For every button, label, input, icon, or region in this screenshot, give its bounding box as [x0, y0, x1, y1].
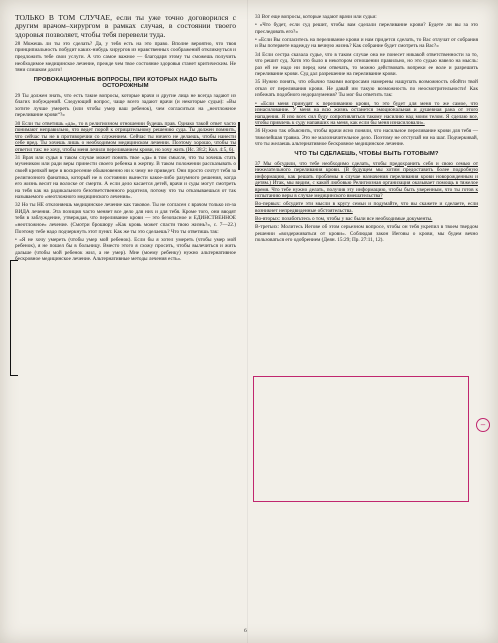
paragraph-36: 36 Нужно так объяснить, чтобы врачи ясно поняли, что насильное переливание крови для тебя — тяжелейшая травма. Это не малозначительное дело. Поэтому не отступай ни на шаг. Подчеркивай, что ты желаешь альтернативное бескровное медицинское лечение. — [255, 128, 478, 148]
section-title-be-ready: ЧТО ТЫ СДЕЛАЕШЬ, ЧТОБЫ БЫТЬ ГОТОВЫМ? — [294, 150, 439, 157]
answer-bullet-3: • «Если меня принудят к переливанию крови, то это будет для меня то же самое, что изнасилование. У меня на всю жизнь останется эмоциональная и душевная рана от этого нападения. Я изо всех сил буду сопротивляться такому насилию над моим телом. Я сделаю все, чтобы привлечь к суду напавших на меня, как если бы меня изнасиловали». — [255, 100, 478, 127]
paragraph-28: 28 Можешь ли ты это сделать? Да, у тебя есть на это право. Вполне вероятно, что твоя принципиальность побудит каких-нибудь хирургов из нравственных соображений откликнуться и предложить тебе свои услуги. А что самое важное — благодаря этому ты сможешь получить необходимое медицинское лечение, прежде чем твое состояние здоровья станет критическим. Не тяни слишком долго! — [15, 40, 236, 74]
paragraph-37-first: Во-первых: обсудите эти мысли в кругу семьи и подумайте, что вы скажете и сделаете, если возникнет непредвиденные обстоятельства. — [255, 201, 478, 214]
section-title-provocative-questions: ПРОВОКАЦИОННЫЕ ВОПРОСЫ, ПРИ КОТОРЫХ НАДО БЫТЬ ОСТОРОЖНЫМ — [33, 76, 218, 90]
margin-circle-mark: – — [476, 418, 490, 432]
paragraph-29: 29 Ты должен знать, что есть такие вопросы, которые врачи и другие лица не всегда задают из благих побуждений. Следующий вопрос, чаще всего задают врачи (и некоторые судьи): «Вы хотите лучше умереть (или чтобы умер ваш ребенок), чем согласиться на „неотложное переливание крови“?» — [15, 92, 236, 119]
paragraph-31: 31 Врач или судья в таком случае может понять твое «да» в том смысле, что ты хочешь стать мучеником или ради веры принести своего ребенка в жертву. В таком положении рассказывать о своей крепкой вере в воскресение обыкновенно ни к чему не приведет. Они просто сочтут тебя за религиозного фанатика, который не в состоянии вынести какое-либо разумного решения, когда его жизнь весит на волоске от смерти. А если дело касается детей, врачи и суды могут смотреть на тебя как на радикального безответственного родителя, потому что ты отказываешься от так называемого «неотложного медицинского лечения». — [15, 154, 236, 201]
page-number: 6 — [244, 628, 247, 634]
paragraph-32-answer: • «Я не хочу умереть (чтобы умер мой ребенок). Если бы я хотел умереть (чтобы умер мой ребенок), я не пошел бы в больницу. Вместо этого я схожу просить, чтобы вылечиться и жить дальше (чтобы мой ребенок жил, а не умер). Мне (моему ребенку) нужно альтернативное бескровное медицинское лечение. Альтернативные методы лечения есть». — [15, 236, 236, 263]
question-bullet-1: • «Что будет, если суд решит, чтобы вам сделали переливание крови? Будете ли вы за это преследовать его?» — [255, 22, 478, 35]
paragraph-37-third: В-третьих: Молитесь Иегове об этом серьезном вопросе, чтобы он тебя укрепил в твоем твердом решении «воздерживаться от крови». Соблюдая закон Иеговы о крови, мы будем вечно пользоваться его одобрением (Деян. 15:29; Пр. 27:11, 12). — [255, 224, 478, 244]
paragraph-35: 35 Нужно понять, что обычно такими вопросами намерены нащупать возможность обойти твой отказ от переливания крови. Не давай им такую возможность по неосмотрительности! Как избежать подобного недоразумения? Ты мог бы ответить так: — [255, 79, 478, 99]
left-margin-bracket — [10, 260, 18, 376]
left-column — [15, 14, 236, 264]
lead-paragraph: ТОЛЬКО В ТОМ СЛУЧАЕ, если ты уже точно договорился с другим врачом–хирургом в рамках случая, в состоянии твоего здоровья позволяет, чтобы тебя перевели туда. — [15, 13, 236, 39]
paragraph-32: 32 Но ты НЕ отклоняешь медицинское лечение как таковое. Ты не согласен с врачом только из-за ВИДА лечения. Эта позиция часто меняет все дело для них и для тебя. Кроме того, они вводят тебя в заблуждение, утверждая, что переливание крови — это безопасное и ЕДИНСТВЕННОЕ «неотложное» лечение. (Смотри брошюру «Как кровь может спасти твою жизнь?», с. 7—22.) Поэтому тебе надо подчеркнуть этот пункт. Как же ты это сделаешь? Что ты ответишь так: — [15, 202, 236, 235]
highlight-box-annotation — [253, 376, 469, 502]
right-column — [255, 14, 478, 245]
paragraph-37-second: Во-вторых: позаботьтесь о том, чтобы у вас были все необходимые документы. — [255, 216, 433, 223]
question-bullet-2: • «Если Вы согласитесь на переливание крови и нам придется сделать, то Вас отлучат от собрания и Вы потеряете надежду на вечную жизнь? Как собрание будет смотреть на Вас?» — [255, 36, 478, 50]
paragraph-34: 34 Если сестра сказала судье, что в таком случае она не понесет никакой ответственности за то, что решит суд. Хотя это было в некотором отношении правильно, но это судью навело на мысль: раз ей не надо ни перед кем отвечать, то можно действовать вопреки ее воле и разрешить переливание крови. Суд дал разрешение на переливание крови. — [255, 51, 478, 78]
margin-bar-mark — [238, 122, 240, 170]
column-gutter — [247, 0, 248, 643]
paragraph-33: 33 Вот еще вопросы, которые задают врачи или судьи: — [255, 14, 377, 20]
paragraph-37: 37 Мы обсудили, что тебе необходимо сделать, чтобы предохранить себя и свою семью от нежелательного переливания крови. (В будущем мы хотим предоставить более подробную информацию, как решать проблемы в случае назначения переливания крови новорожденным и детям.) Итак, мы видим, с какой любовью Религиозная организация оказывает помощь в тяжелое время. Что тебе нужно делать, получив эту информацию, чтобы быть уверенным, что ты готов к испытанию веры в случае медицинского вмешательства? — [255, 160, 478, 200]
paragraph-30: 30 Если ты ответишь «да», то в религиозном отношении будешь прав. Однако такой ответ часто понимают неправильно, что ведет порой к отрицательному решению суда. Ты должен помнить, что сейчас ты не в противоречии со служением. Сейчас ты ничего не делаешь, чтобы нанести себе вред. Ты хочешь лишь о необходимом медицинском лечении. Поэтому хорошо, чтобы ты ответил так: не хочу, чтобы меня лечили переливанием крови, но хочу жить (Ис. 38:2; Кол. 4:5, 6). — [15, 120, 236, 153]
